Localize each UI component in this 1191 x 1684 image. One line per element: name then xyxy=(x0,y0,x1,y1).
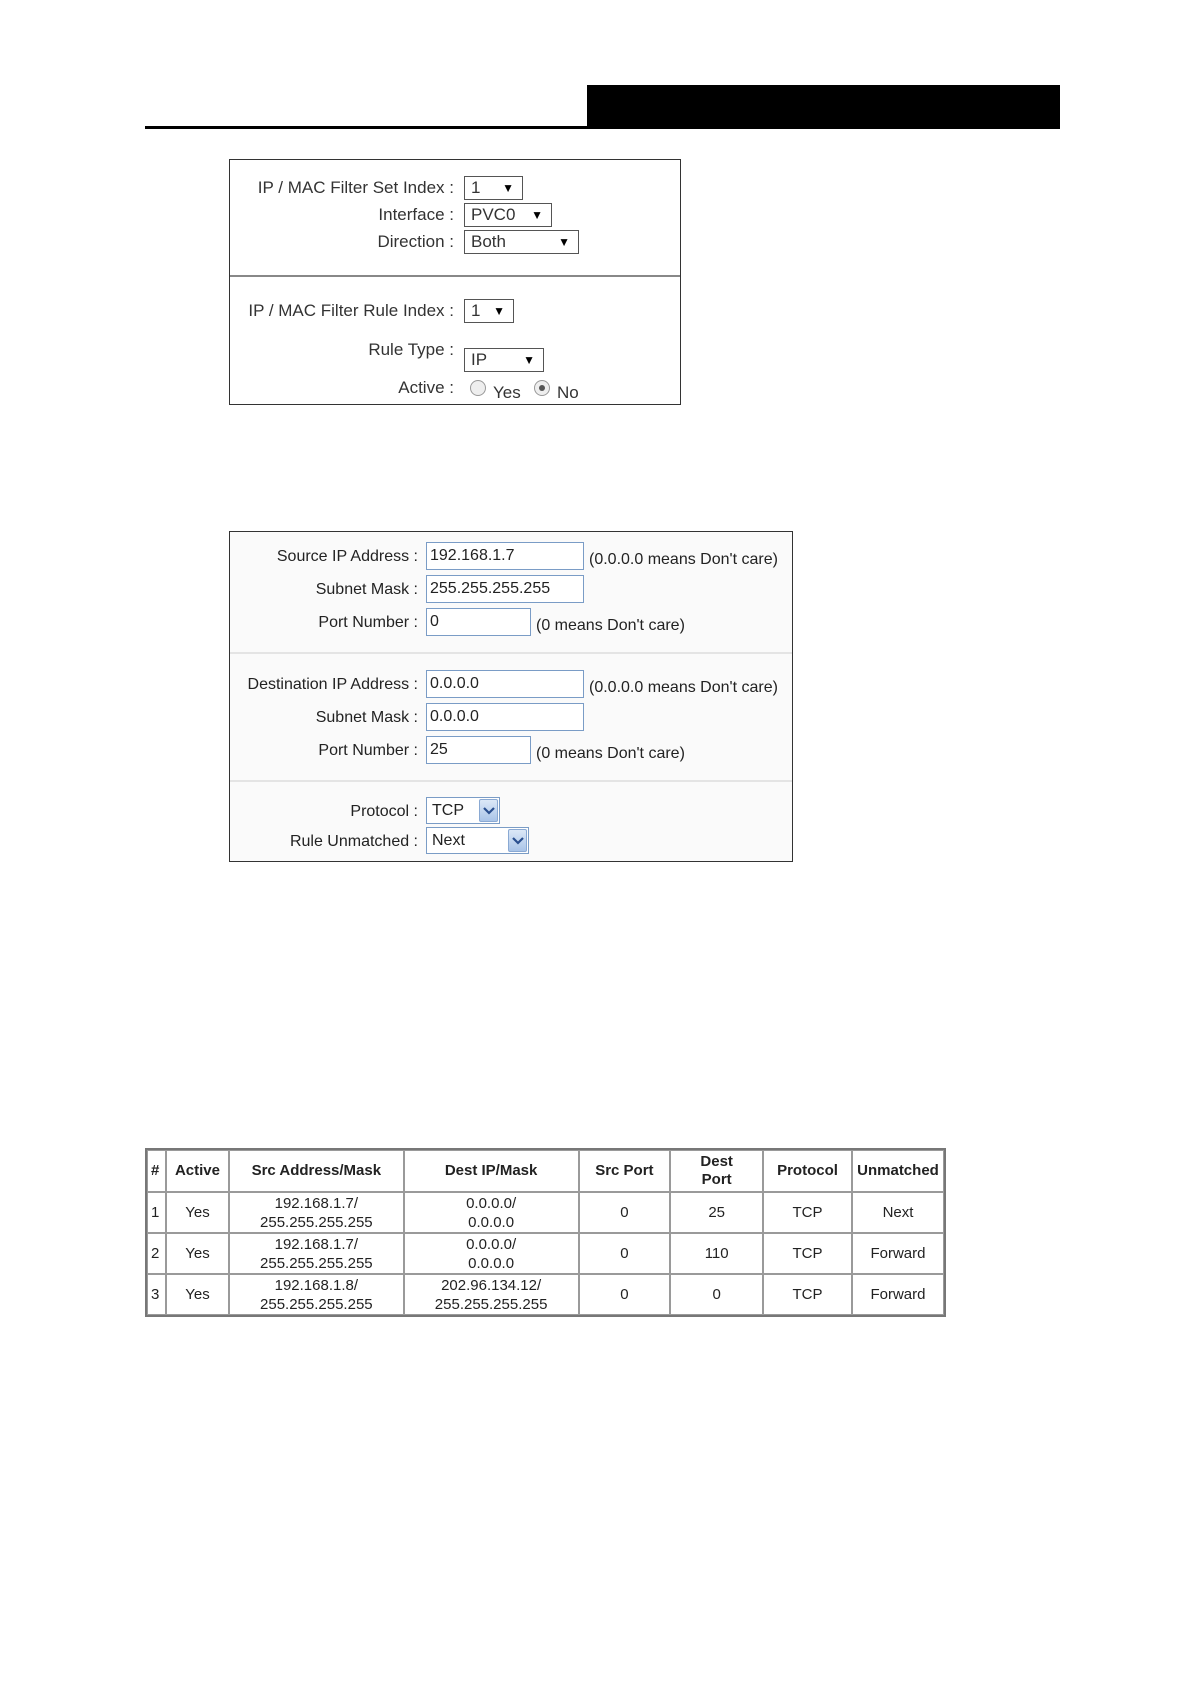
row-active: Yes xyxy=(166,1233,229,1274)
rule-type-select[interactable] xyxy=(464,348,544,372)
src-port-hint: (0 means Don't care) xyxy=(536,617,685,634)
src-mask-input[interactable]: 255.255.255.255 xyxy=(426,575,584,603)
src-port-label: Port Number : xyxy=(318,614,418,631)
table-row xyxy=(147,1233,944,1274)
col-protocol-header: Protocol xyxy=(763,1150,852,1192)
ip-rule-panel xyxy=(229,531,793,862)
dropdown-button[interactable] xyxy=(479,799,498,822)
row-src: 192.168.1.8/ 255.255.255.255 xyxy=(229,1274,404,1315)
set-index-label: IP / MAC Filter Set Index : xyxy=(257,178,454,197)
row-src: 192.168.1.7/ 255.255.255.255 xyxy=(229,1192,404,1233)
rule-type-value: IP xyxy=(471,350,488,369)
row-unmatched: Next xyxy=(852,1192,944,1233)
col-unmatched-header: Unmatched xyxy=(852,1150,944,1192)
section-separator xyxy=(230,652,792,654)
table-row xyxy=(147,1274,944,1315)
protocol-label: Protocol : xyxy=(350,803,418,820)
rule-index-select[interactable] xyxy=(464,299,514,323)
row-index: 1 xyxy=(147,1192,166,1233)
row-src-port: 0 xyxy=(579,1274,671,1315)
rules-table xyxy=(145,1148,946,1317)
row-src-port: 0 xyxy=(579,1192,671,1233)
rule-index-label: IP / MAC Filter Rule Index : xyxy=(248,301,454,320)
row-dest-port: 110 xyxy=(670,1233,763,1274)
row-src: 192.168.1.7/ 255.255.255.255 xyxy=(229,1233,404,1274)
src-ip-input[interactable]: 192.168.1.7 xyxy=(426,542,584,570)
col-active-header: Active xyxy=(166,1150,229,1192)
direction-value: Both xyxy=(471,232,506,251)
src-ip-label: Source IP Address : xyxy=(276,548,418,565)
interface-select[interactable] xyxy=(464,203,552,227)
protocol-value: TCP xyxy=(432,802,464,819)
row-index: 2 xyxy=(147,1233,166,1274)
row-protocol: TCP xyxy=(763,1233,852,1274)
header-bar xyxy=(587,85,1060,128)
dst-mask-label: Subnet Mask : xyxy=(315,709,418,726)
set-index-value: 1 xyxy=(471,178,481,197)
dropdown-button[interactable] xyxy=(508,829,527,852)
dst-port-hint: (0 means Don't care) xyxy=(536,745,685,762)
row-dest: 0.0.0.0/ 0.0.0.0 xyxy=(404,1192,579,1233)
dropdown-arrow-icon: ▼ xyxy=(531,208,543,222)
dst-port-label: Port Number : xyxy=(318,742,418,759)
section-separator xyxy=(230,780,792,782)
col-dest-header: Dest IP/Mask xyxy=(404,1150,579,1192)
dst-ip-input[interactable]: 0.0.0.0 xyxy=(426,670,584,698)
interface-value: PVC0 xyxy=(471,205,516,224)
col-src-header: Src Address/Mask xyxy=(229,1150,404,1192)
direction-select[interactable] xyxy=(464,230,579,254)
dst-ip-hint: (0.0.0.0 means Don't care) xyxy=(589,679,778,696)
active-yes-label: Yes xyxy=(493,383,521,402)
dst-ip-label: Destination IP Address : xyxy=(247,676,418,693)
col-dest-port-header: Dest Port xyxy=(670,1150,763,1192)
rule-unmatched-label: Rule Unmatched : xyxy=(289,833,418,850)
row-dest: 0.0.0.0/ 0.0.0.0 xyxy=(404,1233,579,1274)
dst-port-input[interactable]: 25 xyxy=(426,736,531,764)
row-dest-port: 0 xyxy=(670,1274,763,1315)
set-index-select[interactable] xyxy=(464,176,523,200)
rule-unmatched-value: Next xyxy=(432,832,465,849)
active-no-radio[interactable] xyxy=(534,380,550,396)
active-no-label: No xyxy=(557,383,579,402)
row-dest: 202.96.134.12/ 255.255.255.255 xyxy=(404,1274,579,1315)
dropdown-arrow-icon: ▼ xyxy=(558,235,570,249)
col-index-header: # xyxy=(147,1150,166,1192)
row-active: Yes xyxy=(166,1192,229,1233)
row-unmatched: Forward xyxy=(852,1274,944,1315)
rule-index-value: 1 xyxy=(471,301,481,320)
rule-type-label: Rule Type : xyxy=(368,340,454,359)
dropdown-arrow-icon: ▼ xyxy=(502,181,514,195)
rule-unmatched-select[interactable] xyxy=(426,827,529,854)
row-src-port: 0 xyxy=(579,1233,671,1274)
src-mask-label: Subnet Mask : xyxy=(315,581,418,598)
row-protocol: TCP xyxy=(763,1274,852,1315)
interface-label: Interface : xyxy=(378,205,454,224)
filter-set-panel xyxy=(229,159,681,405)
src-ip-hint: (0.0.0.0 means Don't care) xyxy=(589,551,778,568)
row-index: 3 xyxy=(147,1274,166,1315)
direction-label: Direction : xyxy=(377,232,454,251)
active-label: Active : xyxy=(398,378,454,397)
row-unmatched: Forward xyxy=(852,1233,944,1274)
row-protocol: TCP xyxy=(763,1192,852,1233)
src-port-input[interactable]: 0 xyxy=(426,608,531,636)
active-yes-radio[interactable] xyxy=(470,380,486,396)
chevron-down-icon xyxy=(512,837,524,845)
protocol-select[interactable] xyxy=(426,797,500,824)
table-row xyxy=(147,1192,944,1233)
dst-mask-input[interactable]: 0.0.0.0 xyxy=(426,703,584,731)
table-header-row xyxy=(147,1150,944,1192)
col-src-port-header: Src Port xyxy=(579,1150,671,1192)
row-active: Yes xyxy=(166,1274,229,1315)
dropdown-arrow-icon: ▼ xyxy=(523,353,535,367)
chevron-down-icon xyxy=(483,807,495,815)
panel-divider xyxy=(230,275,680,277)
dropdown-arrow-icon: ▼ xyxy=(493,304,505,318)
row-dest-port: 25 xyxy=(670,1192,763,1233)
